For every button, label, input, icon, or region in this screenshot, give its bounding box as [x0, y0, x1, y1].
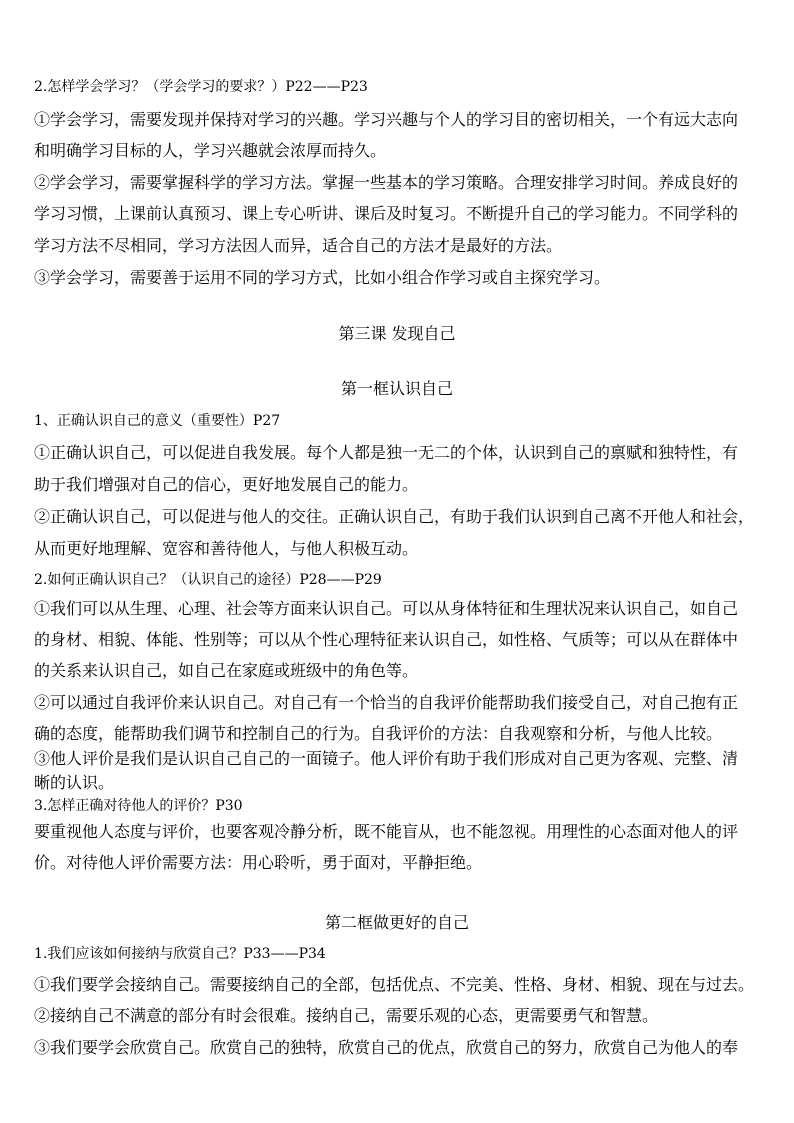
paragraph-line: ③我们要学会欣赏自己。欣赏自己的独特，欣赏自己的优点，欣赏自己的努力，欣赏自己为他人的奉 — [34, 1038, 739, 1057]
question-heading: 1、正确认识自己的意义（重要性）P27 — [34, 413, 281, 429]
paragraph-line: ②接纳自己不满意的部分有时会很难。接纳自己，需要乐观的心态，更需要勇气和智慧。 — [34, 1006, 659, 1025]
paragraph-line: ①学会学习，需要发现并保持对学习的兴趣。学习兴趣与个人的学习目的密切相关，一个有远大志向 — [34, 110, 739, 129]
paragraph-line: ①正确认识自己，可以促进自我发展。每个人都是独一无二的个体，认识到自己的禀赋和独特性，有 — [34, 443, 739, 462]
paragraph-line: ①我们可以从生理、心理、社会等方面来认识自己。可以从身体特征和生理状况来认识自己，如自己 — [34, 599, 739, 618]
paragraph-line: ③学会学习，需要善于运用不同的学习方式，比如小组合作学习或自主探究学习。 — [34, 268, 611, 287]
question-heading: 3.怎样正确对待他人的评价？P30 — [34, 798, 243, 814]
paragraph-line: ③他人评价是我们是认识自己自己的一面镜子。他人评价有助于我们形成对自己更为客观、完整、清 — [34, 749, 739, 768]
paragraph-line: ②正确认识自己，可以促进与他人的交往。正确认识自己，有助于我们认识到自己离不开他人和社会， — [34, 507, 755, 526]
lesson-title: 第三课 发现自己 — [338, 324, 456, 343]
paragraph-line: 的关系来认识自己，如自己在家庭或班级中的角色等。 — [34, 661, 419, 680]
paragraph-line: 从而更好地理解、宽容和善待他人，与他人积极互动。 — [34, 539, 419, 558]
paragraph-line: 要重视他人态度与评价，也要客观冷静分析，既不能盲从，也不能忽视。用理性的心态面对他人的评 — [34, 822, 739, 841]
question-heading: 2.怎样学会学习？（学会学习的要求？）P22——P23 — [34, 79, 368, 95]
paragraph-line: 助于我们增强对自己的信心，更好地发展自己的能力。 — [34, 475, 419, 494]
paragraph-line: 价。对待他人评价需要方法：用心聆听，勇于面对，平静拒绝。 — [34, 853, 483, 872]
paragraph-line: ②学会学习，需要掌握科学的学习方法。掌握一些基本的学习策略。合理安排学习时间。养成良好的 — [34, 173, 739, 192]
question-heading: 1.我们应该如何接纳与欣赏自己？P33——P34 — [34, 946, 326, 962]
frame-title: 第二框做更好的自己 — [324, 913, 469, 932]
paragraph-line: 晰的认识。 — [34, 773, 115, 792]
paragraph-line: 学习习惯，上课前认真预习、课上专心听讲、课后及时复习。不断提升自己的学习能力。不同学科的 — [34, 204, 739, 223]
paragraph-line: 学习方法不尽相同，学习方法因人而异，适合自己的方法才是最好的方法。 — [34, 236, 563, 255]
paragraph-line: ①我们要学会接纳自己。需要接纳自己的全部，包括优点、不完美、性格、身材、相貌、现在与过去。 — [34, 975, 755, 994]
paragraph-line: 和明确学习目标的人，学习兴趣就会浓厚而持久。 — [34, 141, 387, 160]
paragraph-line: 确的态度，能帮助我们调节和控制自己的行为。自我评价的方法：自我观察和分析，与他人比较。 — [34, 724, 723, 743]
paragraph-line: ②可以通过自我评价来认识自己。对自己有一个恰当的自我评价能帮助我们接受自己，对自己抱有正 — [34, 693, 739, 712]
paragraph-line: 的身材、相貌、体能、性别等；可以从个性心理特征来认识自己，如性格、气质等；可以从在群体中 — [34, 630, 739, 649]
frame-title: 第一框认识自己 — [340, 379, 453, 398]
question-heading: 2.如何正确认识自己？（认识自己的途径）P28——P29 — [34, 572, 382, 588]
